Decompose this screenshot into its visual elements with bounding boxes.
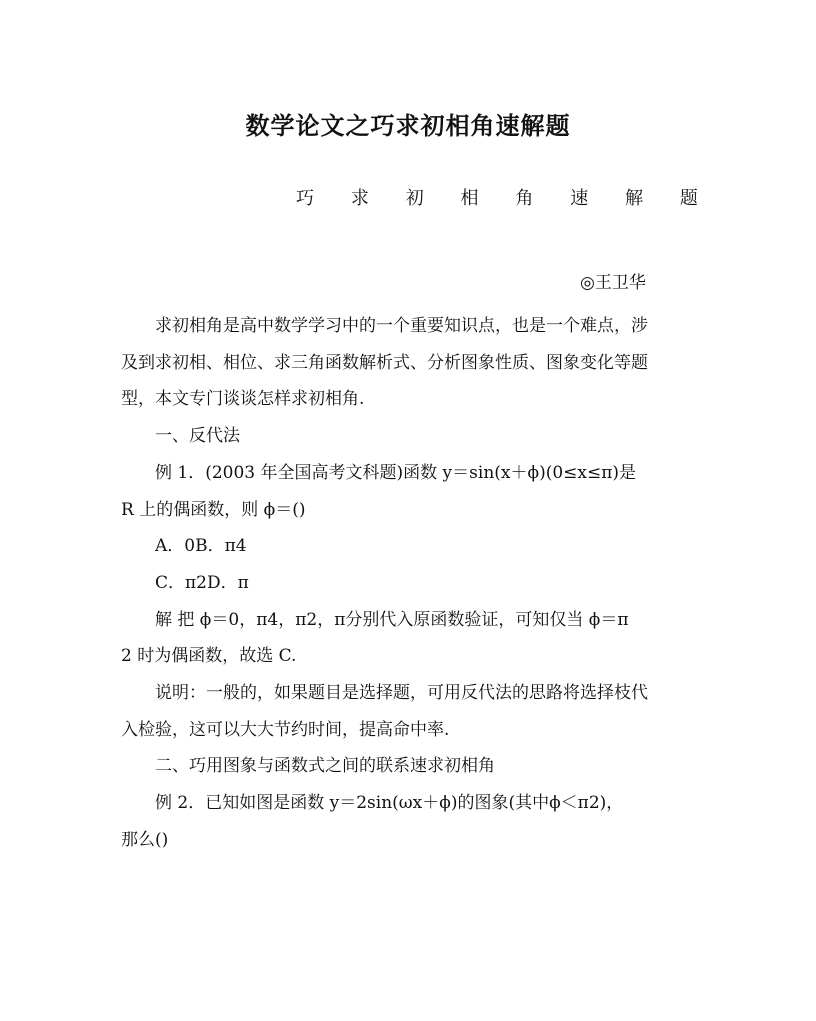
spaced-subtitle-char: 初 (405, 188, 424, 209)
spaced-subtitle-char: 相 (460, 188, 479, 209)
intro-line-1: 求初相角是高中数学学习中的一个重要知识点，也是一个难点，涉 (155, 316, 648, 336)
spaced-subtitle (296, 184, 698, 210)
intro-line-3: 型，本文专门谈谈怎样求初相角. (121, 389, 365, 410)
spaced-subtitle-char: 速 (570, 188, 589, 209)
document-title: 数学论文之巧求初相角速解题 (245, 111, 571, 140)
example-2-line-1: 例 2．已知如图是函数 y＝2sin(ωx＋ϕ)的图象(其中ϕ＜π2)， (155, 793, 624, 814)
spaced-subtitle-char: 题 (679, 188, 698, 209)
spaced-subtitle-char: 角 (515, 188, 534, 209)
document-body (121, 308, 697, 859)
example-1-line-2: R 上的偶函数，则 ϕ＝() (121, 499, 306, 520)
author-line: ◎王卫华 (580, 273, 646, 293)
solution-line-1: 解 把 ϕ＝0，π4，π2，π分别代入原函数验证，可知仅当 ϕ＝π (155, 609, 629, 630)
section-heading-1: 一、反代法 (155, 426, 240, 447)
options-line-1: A．0B．π4 (155, 536, 247, 557)
solution-line-2: 2 时为偶函数，故选 C. (121, 646, 297, 667)
options-line-2: C．π2D．π (155, 572, 249, 593)
note-line-2: 入检验，这可以大大节约时间，提高命中率. (121, 719, 450, 740)
spaced-subtitle-char: 求 (350, 188, 369, 209)
example-1-line-1: 例 1．(2003 年全国高考文科题)函数 y＝sin(x＋ϕ)(0≤x≤π)是 (155, 462, 637, 483)
example-2-line-2: 那么() (121, 829, 169, 850)
intro-line-2: 及到求初相、相位、求三角函数解析式、分析图象性质、图象变化等题 (121, 352, 648, 373)
spaced-subtitle-char: 解 (625, 188, 644, 209)
spaced-subtitle-char: 巧 (296, 188, 314, 209)
section-heading-2: 二、巧用图象与函数式之间的联系速求初相角 (155, 756, 495, 777)
note-line-1: 说明：一般的，如果题目是选择题，可用反代法的思路将选择枝代 (155, 683, 648, 704)
